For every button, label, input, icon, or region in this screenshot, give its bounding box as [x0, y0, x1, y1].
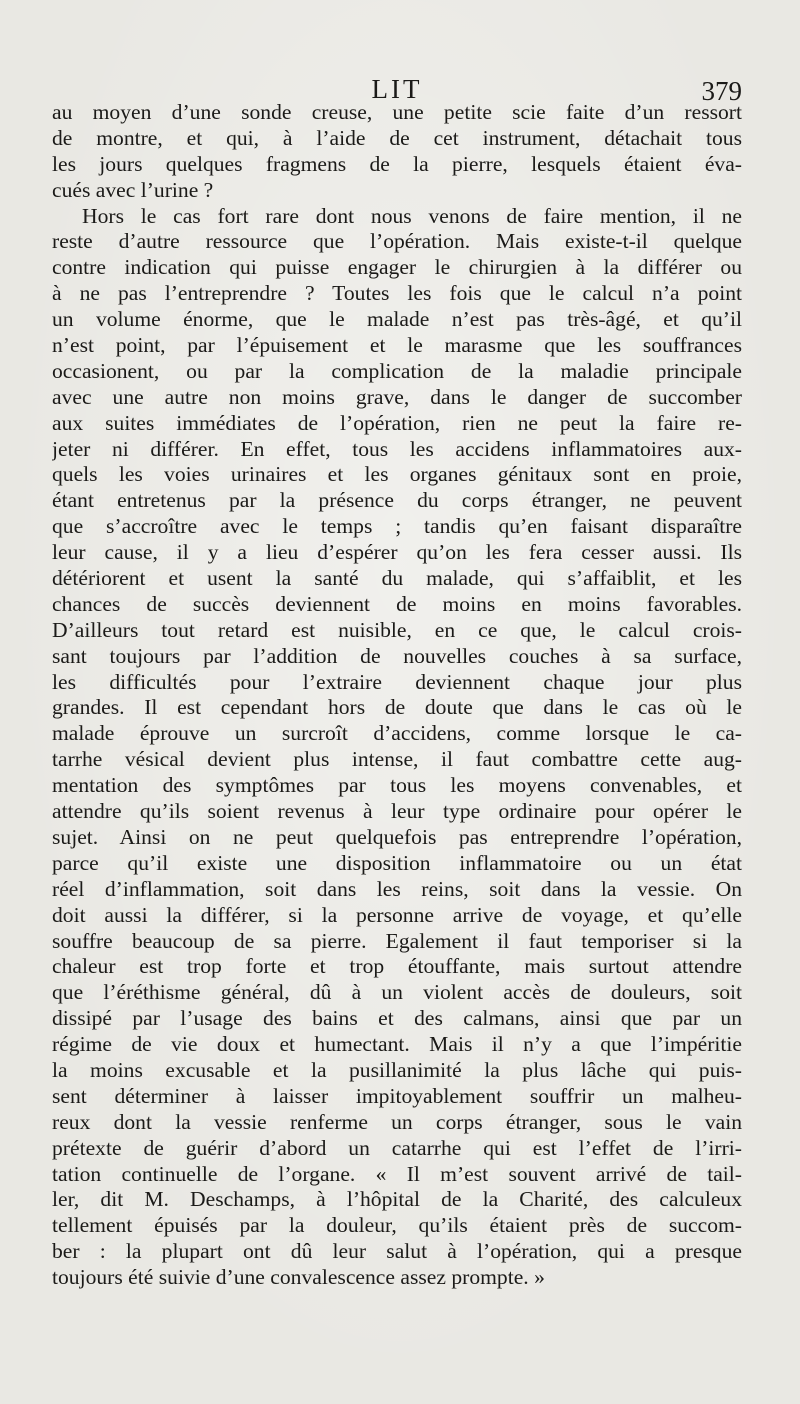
- text-line: tation continuelle de l’organe. « Il m’est souvent arrivé de tail-: [52, 1161, 742, 1186]
- text-line: les jours quelques fragmens de la pierre, lesquels étaient éva-: [52, 151, 742, 176]
- text-line: tellement épuisés par la douleur, qu’ils étaient près de succom-: [52, 1213, 742, 1238]
- text-line: doit aussi la différer, si la personne arrive de voyage, et qu’elle: [52, 902, 742, 927]
- paragraph: [52, 204, 742, 1291]
- text-line: reux dont la vessie renferme un corps étranger, sous le vain: [52, 1109, 742, 1134]
- running-title: LIT: [371, 74, 423, 104]
- text-line: que l’éréthisme général, dû à un violent accès de douleurs, soit: [52, 980, 742, 1005]
- text-line: leur cause, il y a lieu d’espérer qu’on les fera cesser aussi. Ils: [52, 540, 742, 565]
- body-text: [52, 100, 742, 1291]
- text-line: régime de vie doux et humectant. Mais il n’y a que l’impéritie: [52, 1032, 742, 1057]
- text-line: chaleur est trop forte et trop étouffante, mais surtout attendre: [52, 954, 742, 979]
- text-line: jeter ni différer. En effet, tous les accidens inflammatoires aux-: [52, 436, 742, 461]
- text-line: contre indication qui puisse engager le chirurgien à la différer ou: [52, 255, 742, 280]
- text-line: tarrhe vésical devient plus intense, il faut combattre cette aug-: [52, 747, 742, 772]
- text-line: attendre qu’ils soient revenus à leur type ordinaire pour opérer le: [52, 799, 742, 824]
- text-line: la moins excusable et la pusillanimité la plus lâche qui puis-: [52, 1057, 742, 1082]
- text-line: les difficultés pour l’extraire deviennent chaque jour plus: [52, 669, 742, 694]
- text-line: sujet. Ainsi on ne peut quelquefois pas entreprendre l’opération,: [52, 824, 742, 849]
- text-line: réel d’inflammation, soit dans les reins, soit dans la vessie. On: [52, 876, 742, 901]
- text-line: au moyen d’une sonde creuse, une petite scie faite d’un ressort: [52, 100, 742, 124]
- text-line: avec une autre non moins grave, dans le danger de succomber: [52, 384, 742, 409]
- text-line: aux suites immédiates de l’opération, rien ne peut la faire re-: [52, 410, 742, 435]
- text-line: D’ailleurs tout retard est nuisible, en ce que, le calcul crois-: [52, 617, 742, 642]
- text-line: malade éprouve un surcroît d’accidens, comme lorsque le ca-: [52, 721, 742, 746]
- text-line: sent déterminer à laisser impitoyablement souffrir un malheu-: [52, 1083, 742, 1108]
- text-line: dissipé par l’usage des bains et des calmans, ainsi que par un: [52, 1006, 742, 1031]
- text-line: parce qu’il existe une disposition inflammatoire ou un état: [52, 850, 742, 875]
- text-line: que s’accroître avec le temps ; tandis qu’en faisant disparaître: [52, 514, 742, 539]
- text-line: étant entretenus par la présence du corps étranger, ne peuvent: [52, 488, 742, 513]
- text-line: ler, dit M. Deschamps, à l’hôpital de la Charité, des calculeux: [52, 1187, 742, 1212]
- text-line: détériorent et usent la santé du malade, qui s’affaiblit, et les: [52, 566, 742, 591]
- text-line: mentation des symptômes par tous les moyens convenables, et: [52, 773, 742, 798]
- text-line: grandes. Il est cependant hors de doute que dans le cas où le: [52, 695, 742, 720]
- text-line: sant toujours par l’addition de nouvelles couches à sa surface,: [52, 643, 742, 668]
- paragraph: [52, 100, 742, 204]
- page-number: 379: [701, 76, 742, 106]
- text-line: prétexte de guérir d’abord un catarrhe qui est l’effet de l’irri-: [52, 1135, 742, 1160]
- text-line: quels les voies urinaires et les organes génitaux sont en proie,: [52, 462, 742, 487]
- text-line: chances de succès deviennent de moins en moins favorables.: [52, 591, 742, 616]
- text-line: cués avec l’urine ?: [52, 177, 214, 202]
- text-line: toujours été suivie d’une convalescence assez prompte. »: [52, 1265, 545, 1290]
- text-line: Hors le cas fort rare dont nous venons de faire mention, il ne: [82, 203, 742, 228]
- text-line: de montre, et qui, à l’aide de cet instrument, détachait tous: [52, 125, 742, 150]
- text-line: n’est point, par l’épuisement et le marasme que les souffrances: [52, 333, 742, 358]
- text-line: reste d’autre ressource que l’opération. Mais existe-t-il quelque: [52, 229, 742, 254]
- text-line: à ne pas l’entreprendre ? Toutes les fois que le calcul n’a point: [52, 281, 742, 306]
- text-line: occasionent, ou par la complication de la maladie principale: [52, 358, 742, 383]
- text-line: un volume énorme, que le malade n’est pas très-âgé, et qu’il: [52, 307, 742, 332]
- text-line: ber : la plupart ont dû leur salut à l’opération, qui a presque: [52, 1239, 742, 1264]
- text-line: souffre beaucoup de sa pierre. Egalement il faut temporiser si la: [52, 928, 742, 953]
